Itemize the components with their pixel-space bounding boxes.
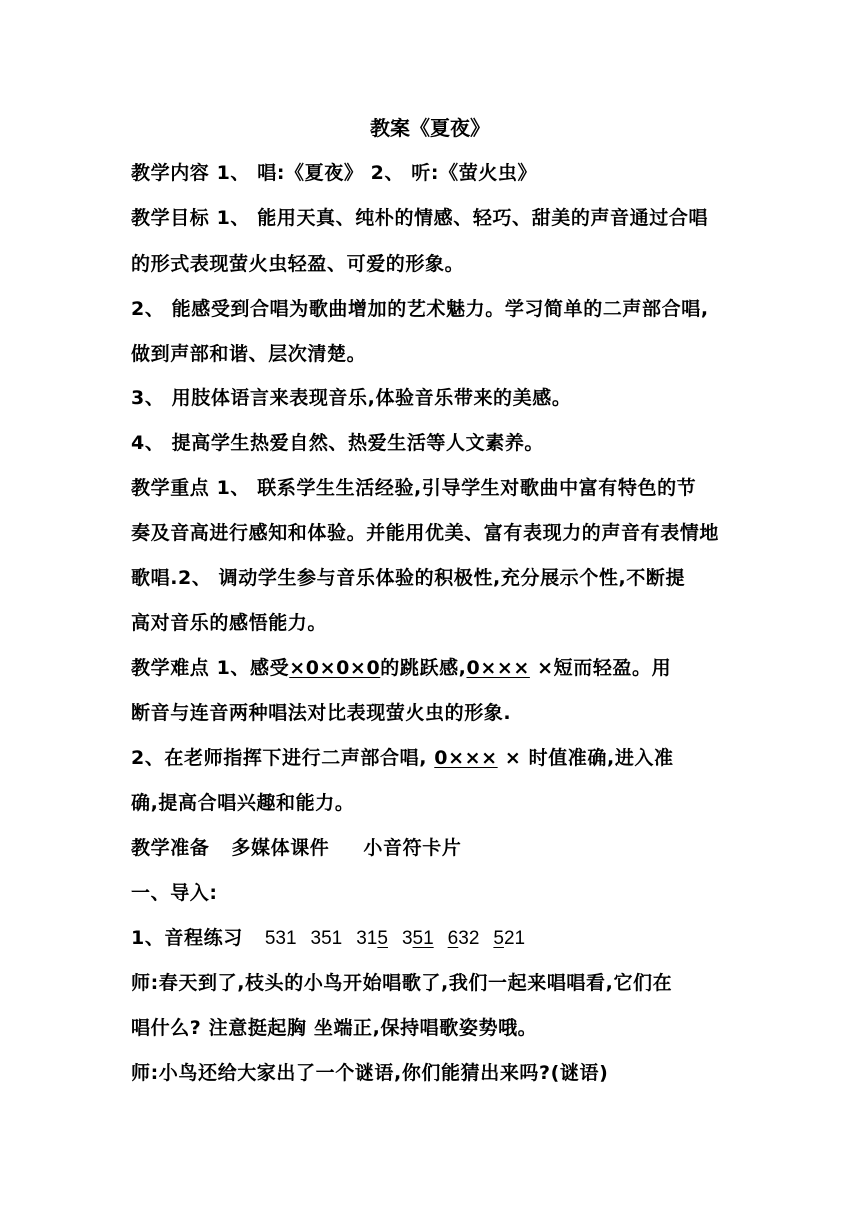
prep-item-1: 多媒体课件 (231, 837, 330, 859)
teaching-goal-line-1: 教学目标 1、 能用天真、纯朴的情感、轻巧、甜美的声音通过合唱 (131, 207, 709, 229)
goal-item-2-line-1: 2、 能感受到合唱为歌曲增加的艺术魅力。学习简单的二声部合唱, (131, 298, 709, 320)
rhythm-pattern-2: 0××× (466, 657, 530, 679)
teaching-preparation-line (131, 832, 461, 864)
teaching-difficulty-line-1 (131, 652, 671, 684)
difficulty2-text-a: 2、在老师指挥下进行二声部合唱, (131, 747, 435, 769)
interval-521-b: 21 (503, 928, 526, 949)
teacher-line-3: 师:小鸟还给大家出了一个谜语,你们能猜出来吗?(谜语) (131, 1062, 609, 1084)
teaching-focus-line-4: 高对音乐的感悟能力。 (131, 612, 328, 634)
goal-item-3: 3、 用肢体语言来表现音乐,体验音乐带来的美感。 (131, 387, 572, 409)
interval-632-a: 6 (447, 928, 459, 949)
interval-632-b: 32 (458, 928, 480, 949)
teaching-content-line: 教学内容 1、 唱:《夏夜》 2、 听:《萤火虫》 (131, 162, 538, 184)
rhythm-pattern-3: 0××× (434, 747, 498, 769)
goal-item-2-line-2: 做到声部和谐、层次清楚。 (131, 343, 367, 365)
difficulty-text-c: 的跳跃感, (380, 657, 467, 679)
difficulty-text-a: 教学难点 1、感受 (131, 657, 290, 679)
interval-351: 351 (310, 928, 343, 949)
interval-label: 1、音程练习 (131, 927, 243, 949)
teacher-line-1: 师:春天到了,枝头的小鸟开始唱歌了,我们一起来唱唱看,它们在 (131, 972, 673, 994)
teaching-focus-line-2: 奏及音高进行感知和体验。并能用优美、富有表现力的声音有表情地 (131, 522, 720, 544)
document-title: 教案《夏夜》 (370, 116, 490, 140)
section-heading-intro: 一、导入: (131, 882, 218, 904)
interval-351b-b: 51 (412, 928, 434, 949)
interval-315-a: 31 (356, 928, 378, 949)
interval-531: 531 (264, 928, 297, 949)
teaching-difficulty-line-2: 断音与连音两种唱法对比表现萤火虫的形象. (131, 702, 512, 724)
goal-item-4: 4、 提高学生热爱自然、热爱生活等人文素养。 (131, 432, 545, 454)
prep-item-2: 小音符卡片 (363, 837, 462, 859)
prep-label: 教学准备 (131, 837, 210, 859)
teaching-focus-line-3: 歌唱.2、 调动学生参与音乐体验的积极性,充分展示个性,不断提 (131, 567, 686, 589)
teacher-line-2: 唱什么? 注意挺起胸 坐端正,保持唱歌姿势哦。 (131, 1017, 538, 1039)
interval-practice-line (131, 922, 525, 955)
difficulty-item-2-line-2: 确,提高合唱兴趣和能力。 (131, 792, 355, 814)
rhythm-pattern-1: ×0×0×0 (289, 657, 381, 679)
teaching-focus-line-1: 教学重点 1、 联系学生生活经验,引导学生对歌曲中富有特色的节 (131, 477, 697, 499)
difficulty-text-e: ×短而轻盈。用 (529, 657, 672, 679)
interval-315-b: 5 (377, 928, 388, 949)
teaching-goal-line-2: 的形式表现萤火虫轻盈、可爱的形象。 (131, 253, 465, 275)
difficulty2-text-c: × 时值准确,进入准 (497, 747, 674, 769)
interval-521-a: 5 (493, 928, 504, 949)
difficulty-item-2-line-1 (131, 742, 674, 774)
interval-351b-a: 3 (401, 928, 413, 949)
